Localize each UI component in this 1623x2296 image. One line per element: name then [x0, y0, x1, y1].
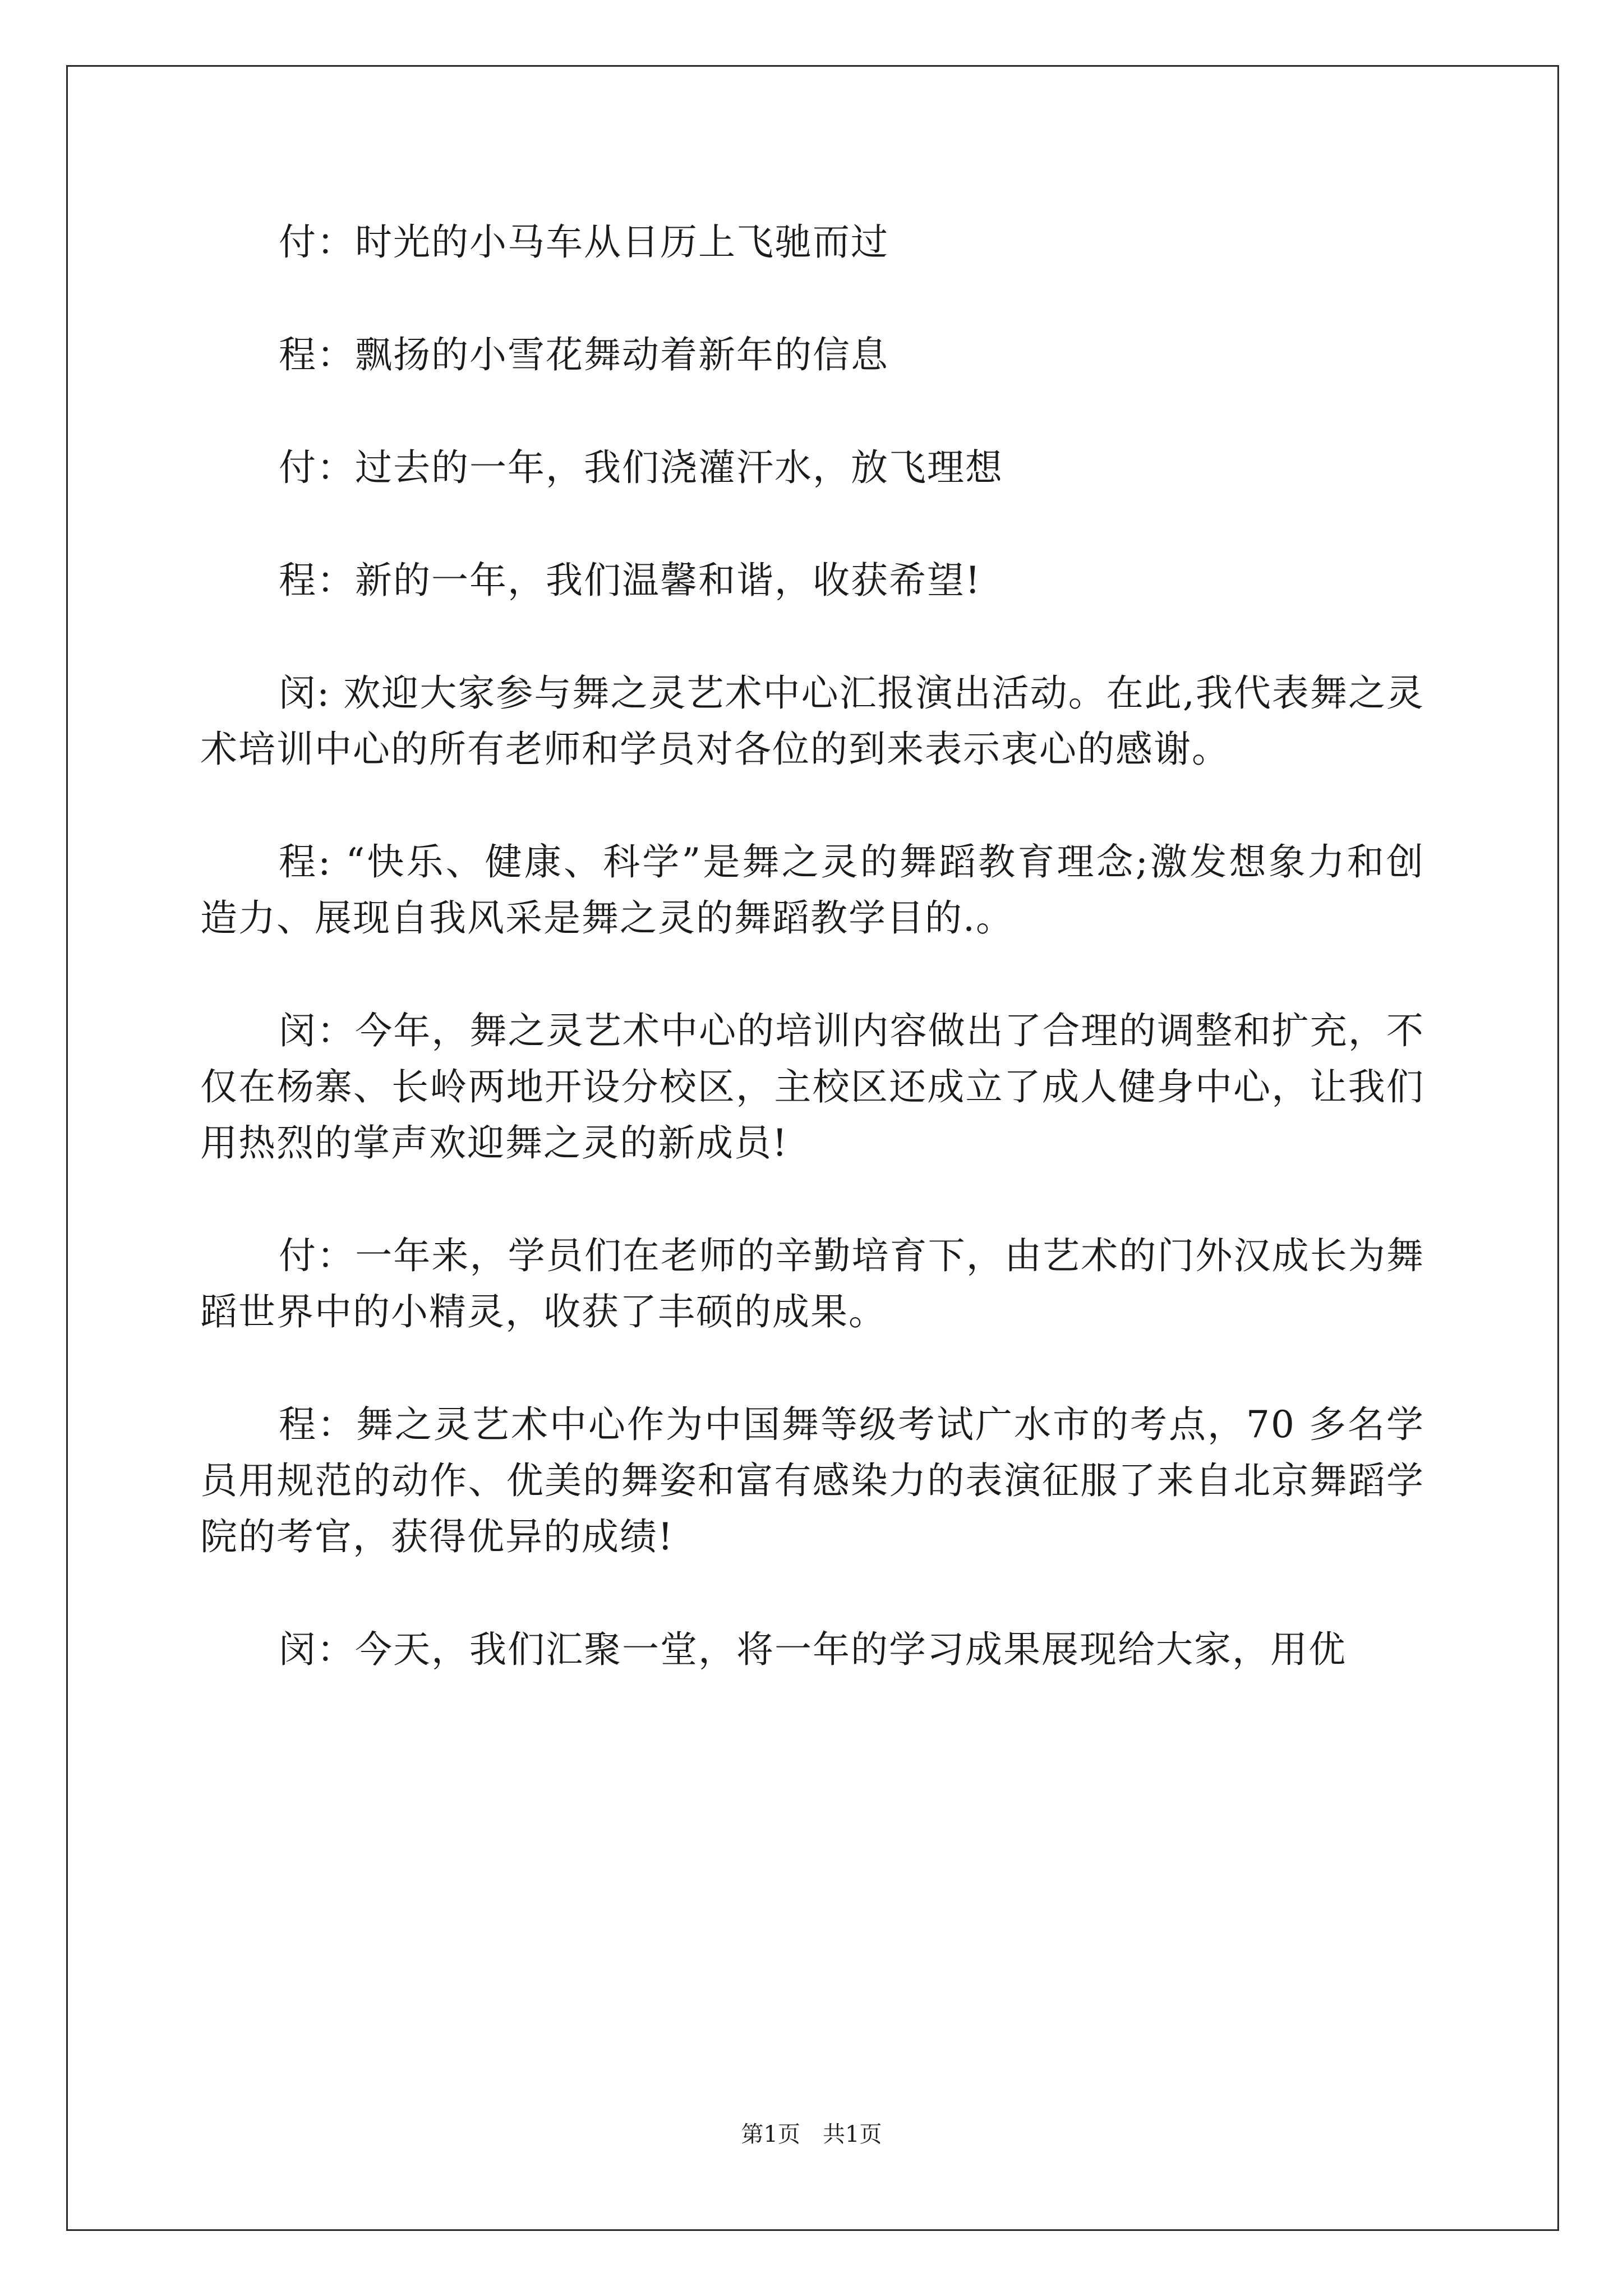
paragraph-2: 程：飘扬的小雪花舞动着新年的信息: [279, 333, 889, 376]
page-number-footer: 第1页 共1页: [741, 2122, 882, 2147]
paragraph-9: 程：舞之灵艺术中心作为中国舞等级考试广水市的考点，70 多名学员用规范的动作、优美的舞姿和富有感染力的表演征服了来自北京舞蹈学院的考官，获得优异的成绩!: [200, 1403, 1424, 1558]
paragraph-4: 程：新的一年，我们温馨和谐，收获希望!: [279, 559, 981, 602]
document-body: [200, 214, 1424, 1734]
paragraph-1: 付：时光的小马车从日历上飞驰而过: [279, 220, 889, 264]
paragraph-7: 闵：今年，舞之灵艺术中心的培训内容做出了合理的调整和扩充，不仅在杨寨、长岭两地开设分校区，主校区还成立了成人健身中心，让我们用热烈的掌声欢迎舞之灵的新成员!: [200, 1009, 1424, 1165]
paragraph-5: 闵: 欢迎大家参与舞之灵艺术中心汇报演出活动。在此,我代表舞之灵术培训中心的所有老师和学员对各位的到来表示衷心的感谢。: [200, 671, 1424, 771]
paragraph-10: 闵：今天，我们汇聚一堂，将一年的学习成果展现给大家，用优: [279, 1628, 1347, 1671]
paragraph-3: 付：过去的一年，我们浇灌汗水，放飞理想: [279, 446, 1003, 489]
paragraph-6: 程: “快乐、健康、科学”是舞之灵的舞蹈教育理念;激发想象力和创造力、展现自我风采是舞之灵的舞蹈教学目的.。: [200, 840, 1424, 940]
paragraph-8: 付：一年来，学员们在老师的辛勤培育下，由艺术的门外汉成长为舞蹈世界中的小精灵，收获了丰硕的成果。: [200, 1234, 1424, 1333]
